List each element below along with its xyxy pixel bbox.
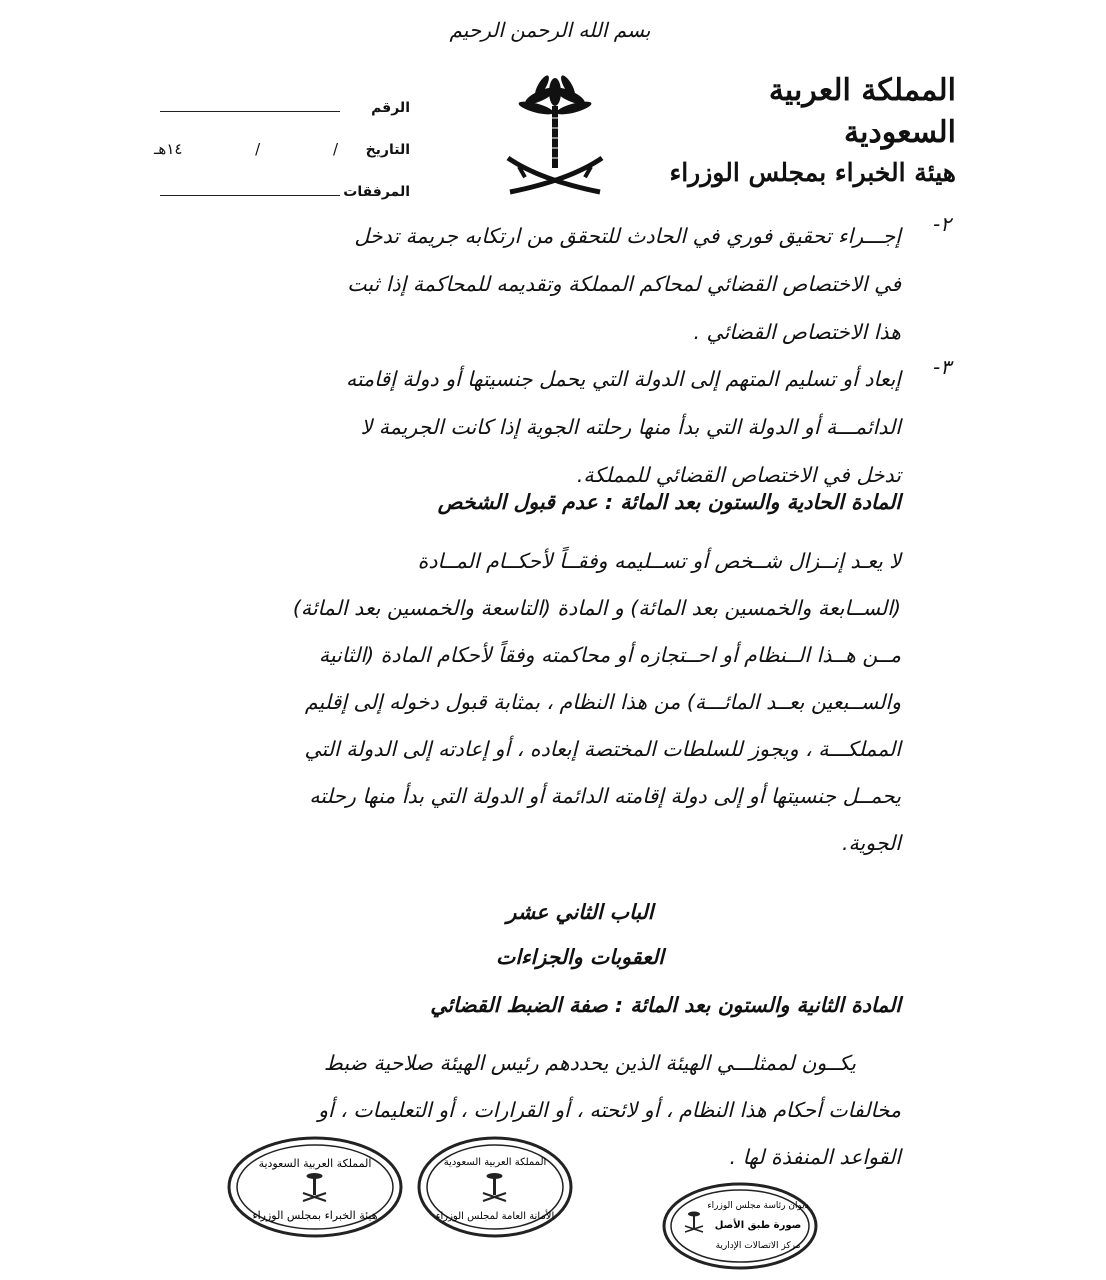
experts-commission-seal — [225, 1135, 405, 1240]
attachments-field — [160, 181, 340, 196]
seal-bottom-text: هيئة الخبراء بمجلس الوزراء — [252, 1209, 378, 1222]
list-item — [241, 355, 951, 499]
basmala: بسم الله الرحمن الرحيم — [449, 18, 651, 42]
chapter-subtitle: العقوبات والجزاءات — [496, 945, 664, 969]
general-secretariat-seal — [415, 1135, 575, 1240]
seal-emblem-icon — [483, 1173, 506, 1201]
seal-bottom-text: الأمانة العامة لمجلس الوزراء — [435, 1211, 555, 1222]
item-number: ٢- — [933, 212, 951, 236]
palm-and-swords-emblem-icon — [500, 70, 610, 200]
text-line: الجوية. — [842, 831, 901, 855]
attachments-row — [150, 158, 410, 200]
text-line: إجـــراء تحقيق فوري في الحادث للتحقق من ارتكابه جريمة تدخل — [354, 224, 901, 248]
text-line: مــن هــذا الــنظام أو احــتجازه أو محاكمته وفقاً لأحكام المادة (الثانية — [318, 643, 901, 667]
article-161-body-cont — [201, 585, 901, 867]
number-label: الرقم — [371, 100, 410, 116]
item-text — [241, 355, 901, 499]
seal-line-1: ديوان رئاسة مجلس الوزراء — [707, 1201, 809, 1211]
text-line: مخالفات أحكام هذا النظام ، أو لائحته ، أو القرارات ، أو التعليمات ، أو — [318, 1098, 901, 1122]
text-line: لا يعـد إنــزال شــخص أو تســليمه وفقــاً لأحكــام المــادة — [417, 549, 901, 573]
article-161-heading: المادة الحادية والستون بعد المائة : عدم قبول الشخص — [437, 490, 901, 514]
date-row — [150, 116, 410, 158]
attachments-label: المرفقات — [343, 184, 410, 200]
text-line: هذا الاختصاص القضائي . — [693, 320, 901, 344]
date-field — [150, 140, 348, 158]
kingdom-name: المملكة العربية السعودية — [768, 73, 956, 150]
seal-line-3: مركز الاتصالات الإدارية — [715, 1241, 801, 1251]
text-line: في الاختصاص القضائي لمحاكم المملكة وتقديمه للمحاكمة إذا ثبت — [347, 272, 901, 296]
number-row — [150, 74, 410, 116]
date-label: التاريخ — [365, 142, 410, 158]
issuing-authority — [656, 70, 956, 192]
seal-top-text: المملكة العربية السعودية — [443, 1157, 547, 1168]
article-162-body — [201, 1040, 856, 1087]
authority-name: هيئة الخبراء بمجلس الوزراء — [669, 158, 956, 187]
text-line: الدائمـــة أو الدولة التي بدأ منها رحلته الجوية إذا كانت الجريمة لا — [360, 415, 901, 439]
reference-block — [150, 74, 410, 200]
text-line: المملكـــة ، ويجوز للسلطات المختصة إبعاده ، أو إعادته إلى الدولة التي — [304, 737, 901, 761]
date-separator: / — [332, 140, 338, 158]
text-line: والســبعين بعــد المائـــة) من هذا النظام ، بمثابة قبول دخوله إلى إقليم — [304, 690, 901, 714]
article-161-body — [241, 538, 901, 585]
certified-copy-seal — [660, 1180, 820, 1272]
date-hijri-suffix: ١٤هـ — [154, 140, 183, 158]
date-separator: / — [255, 140, 261, 158]
list-item — [241, 212, 951, 356]
item-text — [241, 212, 901, 356]
seal-emblem-icon — [303, 1173, 326, 1201]
text-line: (الســابعة والخمسين بعد المائة) و المادة (التاسعة والخمسين بعد المائة) — [292, 596, 901, 620]
seal-line-2: صورة طبق الأصل — [714, 1220, 802, 1231]
seal-emblem-icon — [685, 1212, 703, 1233]
text-line: يكــون لممثلـــي الهيئة الذين يحددهم رئيس الهيئة صلاحية ضبط — [323, 1051, 856, 1075]
chapter-title: الباب الثاني عشر — [506, 900, 654, 924]
text-line: تدخل في الاختصاص القضائي للمملكة. — [576, 463, 901, 487]
text-line: إبعاد أو تسليم المتهم إلى الدولة التي يحمل جنسيتها أو دولة إقامته — [346, 367, 901, 391]
seal-top-text: المملكة العربية السعودية — [258, 1157, 372, 1170]
number-field — [160, 97, 340, 112]
text-line: القواعد المنفذة لها . — [729, 1145, 901, 1169]
article-162-heading: المادة الثانية والستون بعد المائة : صفة الضبط القضائي — [430, 993, 901, 1017]
item-number: ٣- — [933, 355, 951, 379]
text-line: يحمــل جنسيتها أو إلى دولة إقامته الدائمة أو الدولة التي بدأ منها رحلته — [309, 784, 901, 808]
